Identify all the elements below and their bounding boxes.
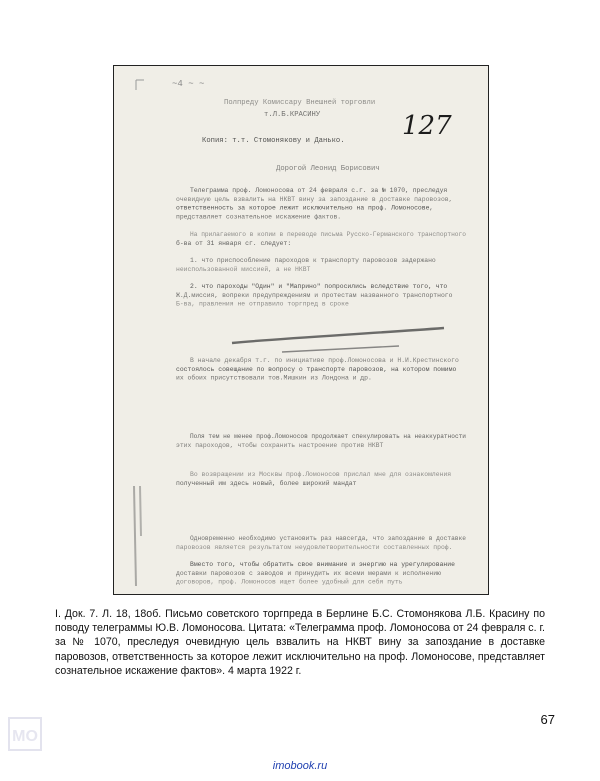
typed-line: неиспользованной миссией, а не НКВТ: [176, 265, 311, 273]
typed-line: 1. что приспособление пароходов к транспорту паровозов задержано: [190, 257, 436, 264]
site-footer-link[interactable]: imobook.ru: [272, 760, 328, 772]
typed-line: Поля тем не менее проф.Ломоносов продолжает спекулировать на неаккуратности: [190, 433, 467, 440]
typed-line: Дорогой Леонид Борисович: [276, 165, 380, 173]
typed-line: ответственность за которое лежит исключительно на проф. Ломоносове,: [176, 204, 434, 212]
typed-line: т.Л.Б.КРАСИНУ: [264, 111, 321, 119]
typed-line: Одновременно необходимо установить раз навсегда, что запоздание в доставке: [190, 535, 474, 542]
typed-line: паровозов является результатом неудовлетворительности составленных проф.: [176, 543, 453, 551]
page-number: 67: [540, 712, 555, 727]
typed-line: б-ва от 31 января сг. следует:: [176, 239, 292, 247]
typed-line: их обоих присутствовали тов.Мишкин из Лондона и др.: [176, 374, 372, 382]
corner-scribble: ~4 ~ ~: [172, 79, 205, 89]
margin-pencil-line-2: [140, 486, 141, 536]
archival-document-scan: [113, 65, 489, 595]
figure-caption: I. Док. 7. Л. 18, 18об. Письмо советского торгпреда в Берлине Б.С. Стомонякова Л.Б. Красину по поводу телеграммы Ю.В. Ломоносова. Цитата: «Телеграмма проф. Ломоносова от 24 февраля с. г. за № 1070, преследуя очевидную цель взвалить на НКВТ вину за запоздание в доставке паровозов, ответственность за которое лежит исключительно на проф. Ломоносове, представляет сознательное искажение фактов». 4 марта 1922 г.: [55, 608, 545, 677]
typed-line: очевидную цель взвалить на НКВТ вину за запоздание в доставке паровозов,: [176, 195, 453, 203]
typed-line: 2. что пароходы "Один" и "Маприно" попросились вследствие того, что: [190, 283, 448, 290]
handwritten-number-stamp: 127: [402, 111, 452, 141]
typed-line: полученный им здесь новый, более широкий мандат: [176, 479, 357, 487]
typed-line: Телеграмма проф. Ломоносова от 24 февраля с.г. за № 1070, преследуя: [190, 187, 448, 194]
typed-line: Б-ва, правления не отправило торгпред в сроке: [176, 300, 349, 308]
typed-line: Копия: т.т. Стомонякову и Данько.: [202, 137, 345, 145]
typed-line: Во возвращении из Москвы проф.Ломоносов прислал мне для ознакомления: [190, 471, 452, 478]
svg-text:MO: MO: [12, 728, 38, 745]
typed-line: В начале декабря т.г. по инициативе проф.Ломоносова и Н.И.Крестинского: [190, 357, 459, 364]
typed-line: доставки паровозов с заводов и принудить их всеми мерами к исполнению: [176, 569, 442, 577]
typed-line: представляет сознательное искажение фактов.: [176, 213, 342, 221]
typed-line: Вместо того, чтобы обратить свое внимание и энергию на урегулирование: [190, 561, 455, 568]
typed-line: договоров, проф. Ломоносов ищет более удобный для себя путь: [176, 578, 403, 586]
typed-line: состоялось совещание по вопросу о транспорте паровозов, на котором помимо: [176, 365, 457, 373]
typed-line: этих пароходов, чтобы сохранить настроение против НКВТ: [176, 441, 384, 449]
scan-image: [114, 66, 488, 594]
typed-line: На прилагаемого в копии в переводе письма Русско-Германского транспортного: [190, 231, 467, 238]
typed-line: Полпреду Комиссару Внешней торговли: [224, 99, 375, 107]
typed-line: Ж.Д.миссия, вопреки предупреждениям и протестам названного транспортного: [176, 291, 453, 299]
publisher-watermark-logo: [8, 717, 42, 751]
